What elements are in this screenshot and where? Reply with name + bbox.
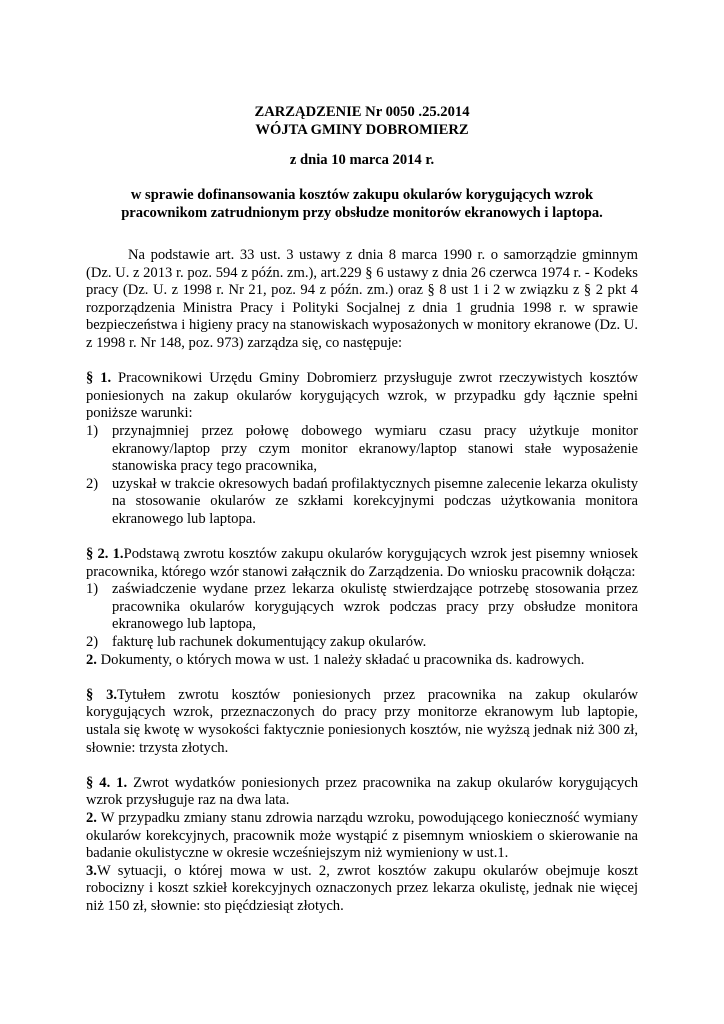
section-4-para-3-text: W sytuacji, o której mowa w ust. 2, zwrot kosztów zakupu okularów obejmuje koszt robocizny i koszt szkieł korekcyjnych oznaczonych przez lekarza okulistę, jednak nie więcej niż 150 zł, słownie: sto pięćdziesiąt złotych. bbox=[86, 862, 638, 914]
subject-line-2: pracownikom zatrudnionym przy obsłudze monitorów ekranowych i laptopa. bbox=[121, 204, 603, 221]
list-item-number: 2) bbox=[86, 475, 99, 492]
list-item bbox=[86, 581, 638, 634]
section-1-conditions bbox=[86, 423, 638, 529]
section-2-para-2-mark: 2. bbox=[86, 651, 97, 668]
section-4-para-2-mark: 2. bbox=[86, 810, 97, 826]
section-2-mark: § 2. 1. bbox=[86, 546, 124, 563]
list-item-text: zaświadczenie wydane przez lekarza okulistę stwierdzające potrzebę stosowania przez pracownika okularów korygujących wzrok podczas pracy przy obsłudze monitora ekranowego lub laptopa, bbox=[112, 581, 638, 633]
title-line-2: WÓJTA GMINY DOBROMIERZ bbox=[255, 121, 469, 138]
section-3-text: Tytułem zwrotu kosztów poniesionych przez pracownika na zakup okularów korygujących wzrok, przeznaczonych do pracy przy monitorze ekranowym lub laptopie, ustala się kwotę w wysokości faktycznie poniesionych kosztów, nie wyższą jednak niż 300 zł, słownie: trzysta złotych. bbox=[86, 686, 638, 756]
list-item bbox=[86, 476, 638, 529]
document-body bbox=[86, 247, 638, 933]
subject-line-1: w sprawie dofinansowania kosztów zakupu okularów korygujących wzrok bbox=[130, 187, 594, 203]
document-date: z dnia 10 marca 2014 r. bbox=[289, 152, 435, 168]
section-3-mark: § 3. bbox=[86, 686, 118, 703]
section-2 bbox=[86, 546, 638, 669]
list-item-number: 2) bbox=[86, 634, 99, 651]
section-4-para-3-mark: 3. bbox=[86, 862, 97, 879]
list-item-number: 1) bbox=[86, 581, 99, 598]
list-item bbox=[86, 423, 638, 476]
list-item-text: fakturę lub rachunek dokumentujący zakup okularów. bbox=[112, 634, 427, 651]
section-1-mark: § 1. bbox=[86, 370, 112, 387]
section-4-mark: § 4. 1. bbox=[86, 774, 128, 791]
list-item bbox=[86, 634, 638, 652]
section-2-text: Podstawą zwrotu kosztów zakupu okularów korygujących wzrok jest pisemny wniosek pracownika, którego wzór stanowi załącznik do Zarządzenia. Do wniosku pracownik dołącza: bbox=[86, 546, 638, 580]
section-2-para-2-text: Dokumenty, o których mowa w ust. 1 należy składać u pracownika ds. kadrowych. bbox=[96, 651, 585, 668]
list-item-number: 1) bbox=[86, 422, 99, 439]
section-4 bbox=[86, 775, 638, 916]
legal-basis-paragraph: Na podstawie art. 33 ust. 3 ustawy z dnia 8 marca 1990 r. o samorządzie gminnym (Dz. U. z 2013 r. poz. 594 z późn. zm.), art.229 § 6 ustawy z dnia 26 czerwca 1974 r. - Kodeks pracy (Dz. U. z 1998 r. Nr 21, poz. 94 z późn. zm.) oraz § 8 ust 1 i 2 w związku z § 2 pkt 4 rozporządzenia Ministra Pracy i Polityki Socjalnej z dnia 1 grudnia 1998 r. w sprawie bezpieczeństwa i higieny pracy na stanowiskach wyposażonych w monitory ekranowe (Dz. U. z 1998 r. Nr 148, poz. 973) zarządza się, co następuje: bbox=[86, 247, 638, 351]
list-item-text: przynajmniej przez połowę dobowego wymiaru czasu pracy użytkuje monitor ekranowy/laptop przy czym monitor ekranowy/laptop stanowi stałe wyposażenie stanowiska pracy tego pracownika, bbox=[112, 422, 638, 475]
section-1-text: Pracownikowi Urzędu Gminy Dobromierz przysługuje zwrot rzeczywistych kosztów poniesionych na zakup okularów korygujących wzrok, w przypadku gdy łącznie spełni poniższe warunki: bbox=[86, 370, 638, 422]
document-subject bbox=[100, 187, 624, 222]
section-2-attachments bbox=[86, 581, 638, 651]
section-4-para-2-text: W przypadku zmiany stanu zdrowia narządu wzroku, powodującego konieczność wymiany okularów korekcyjnych, pracownik może wystąpić z pisemnym wnioskiem o skierowanie na badanie okulistyczne w okresie wcześniejszym niż wymieniony w ust.1. bbox=[86, 810, 638, 862]
section-1 bbox=[86, 370, 638, 528]
document-title bbox=[0, 104, 724, 139]
list-item-text: uzyskał w trakcie okresowych badań profilaktycznych pisemne zalecenie lekarza okulisty na stosowanie okularów ze szkłami korekcyjnymi podczas użytkowania monitora ekranowego lub laptopa. bbox=[112, 475, 638, 527]
section-3 bbox=[86, 687, 638, 757]
title-line-1: ZARZĄDZENIE Nr 0050 .25.2014 bbox=[254, 104, 470, 120]
section-4-text: Zwrot wydatków poniesionych przez pracownika na zakup okularów korygujących wzrok przysługuje raz na dwa lata. bbox=[86, 774, 639, 809]
